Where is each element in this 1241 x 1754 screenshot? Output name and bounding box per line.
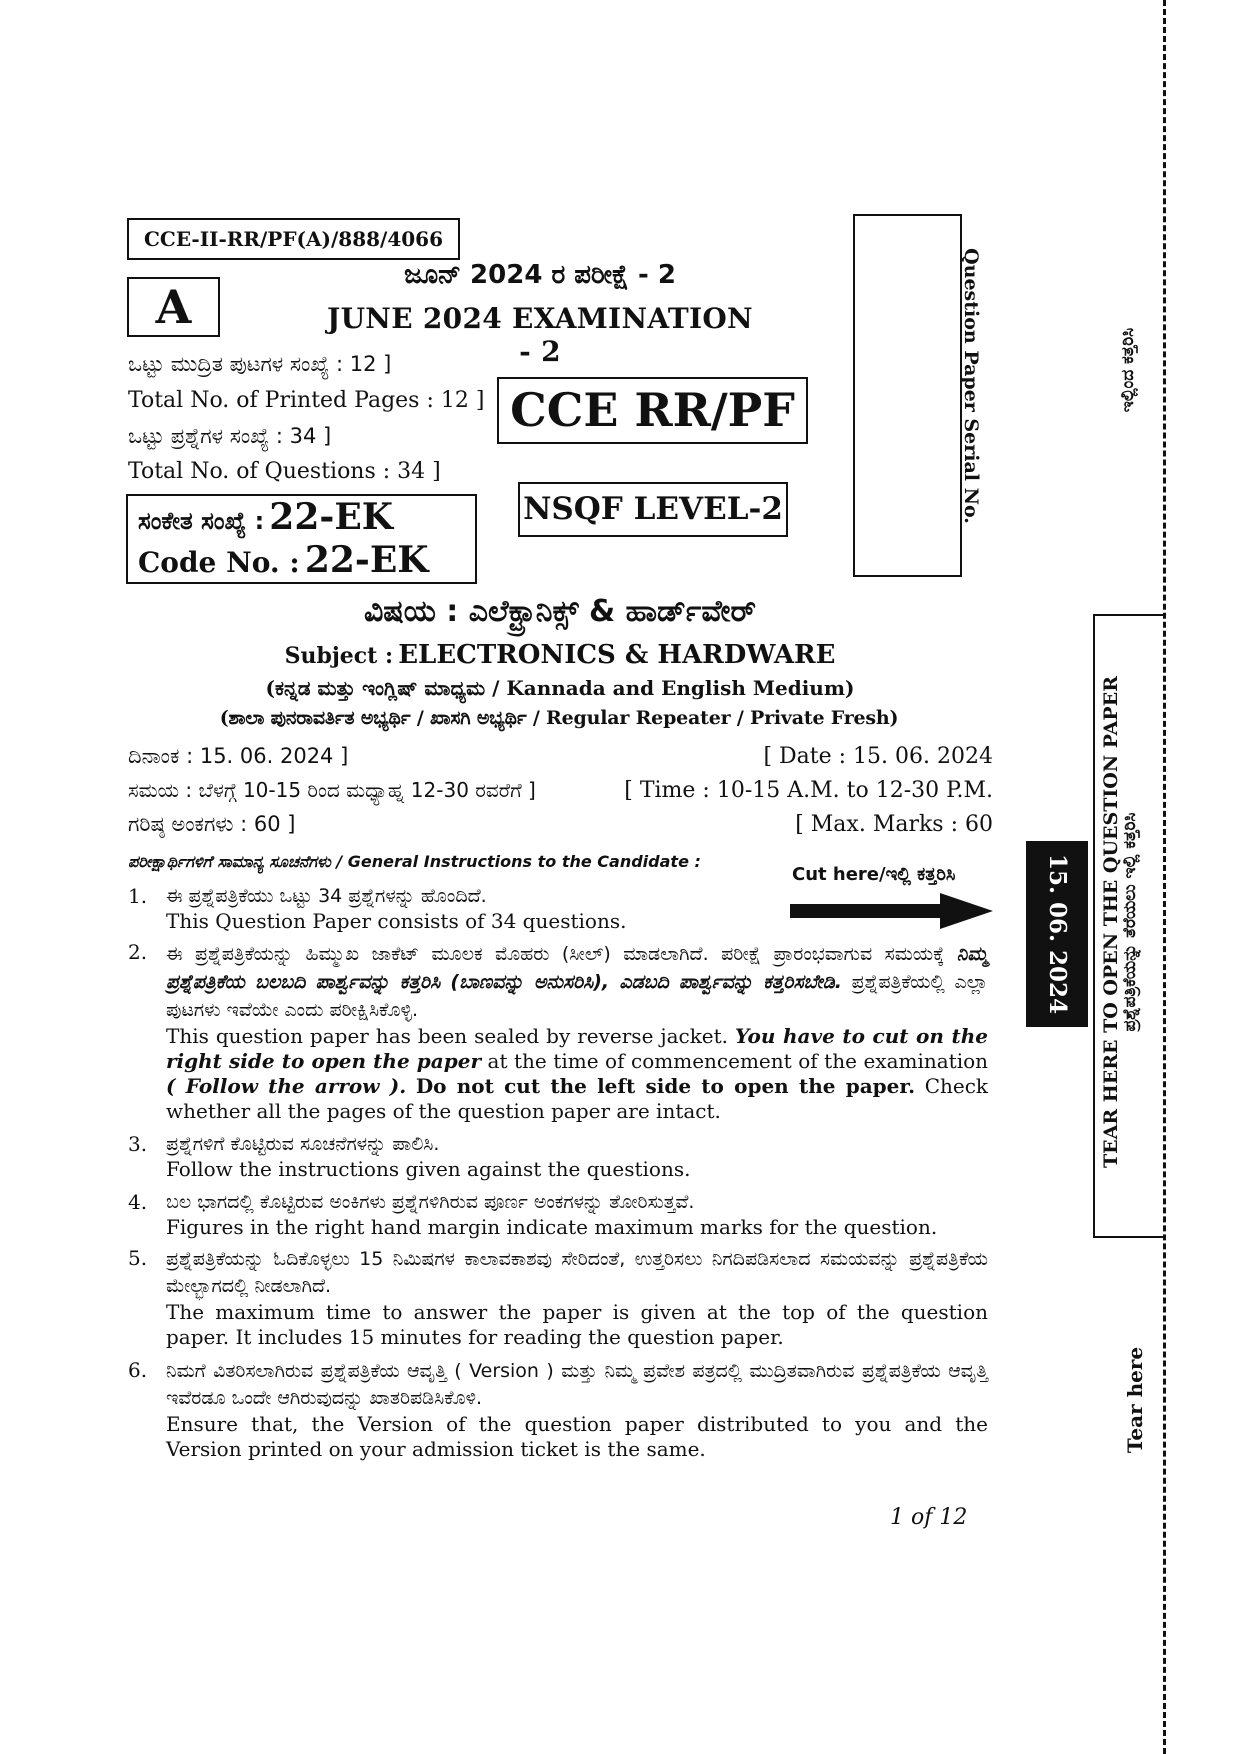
instruction-en-d: ( Follow the arrow ). xyxy=(166,1074,407,1098)
level-box xyxy=(518,482,788,537)
instruction-item xyxy=(128,1358,988,1462)
instruction-en-a: This question paper has been sealed by reverse jacket. xyxy=(166,1024,729,1048)
cut-here-label: Cut here/ಇಲ್ಲಿ ಕತ್ತರಿಸಿ xyxy=(792,864,956,885)
instruction-number: 6. xyxy=(128,1358,148,1382)
version-letter: A xyxy=(155,280,192,334)
subject-en xyxy=(230,640,890,670)
instruction-en-e: Do not cut the left side to open the paper. xyxy=(415,1074,916,1098)
time-en: [ Time : 10-15 A.M. to 12-30 P.M. xyxy=(624,778,993,803)
instruction-number: 1. xyxy=(128,884,148,908)
instruction-en-f: Check whether all the pages of the question paper are intact. xyxy=(166,1074,989,1123)
instruction-kn: ಈ ಪ್ರಶ್ನೆಪತ್ರಿಕೆಯನ್ನು ಹಿಮ್ಮುಖ ಜಾಕೆಟ್ ಮೂಲಕ ಮೊಹರು (ಸೀಲ್) ಮಾಡಲಾಗಿದೆ. ಪರೀಕ್ಷೆ ಪ್ರಾರಂಭವಾಗುವ ಸಮಯಕ್ಕೆ xyxy=(166,943,945,965)
marks-kn: ಗರಿಷ್ಠ ಅಂಕಗಳು : 60 ] xyxy=(128,812,296,836)
time-kn: ಸಮಯ : ಬೆಳಗ್ಗೆ 10-15 ರಿಂದ ಮಧ್ಯಾಹ್ನ 12-30 ರವರೆಗೆ ] xyxy=(128,778,536,802)
tear-instruction-en: TEAR HERE TO OPEN THE QUESTION PAPER xyxy=(1100,676,1122,1168)
code-number-box xyxy=(126,494,477,584)
date-tab-text: 15. 06. 2024 xyxy=(1044,853,1071,1015)
scheme-title: CCE RR/PF xyxy=(510,383,795,437)
instruction-en-b: You have to cut on the right side to open the paper xyxy=(166,1024,989,1073)
subject-value: ELECTRONICS & HARDWARE xyxy=(398,640,836,670)
date-en: [ Date : 15. 06. 2024 xyxy=(763,744,993,769)
paper-code-box xyxy=(127,218,460,260)
instruction-item xyxy=(128,884,988,934)
instruction-item xyxy=(128,940,988,1124)
serial-number-box xyxy=(853,214,962,577)
total-questions-en: Total No. of Questions : 34 ] xyxy=(128,459,441,484)
instruction-number: 2. xyxy=(128,940,148,964)
instruction-kn: ಪ್ರಶ್ನೆಪತ್ರಿಕೆಯನ್ನು ಓದಿಕೊಳ್ಳಲು 15 ನಿಮಿಷಗಳ ಕಾಲಾವಕಾಶವು ಸೇರಿದಂತೆ, ಉತ್ತರಿಸಲು ನಿಗದಿಪಡಿಸಲಾದ ಸಮಯವನ್ನು ಪ್ರಶ್ನೆಪತ್ರಿಕೆಯ ಮೇಲ್ಭಾಗದಲ್ಲಿ ನೀಡಲಾಗಿದೆ. xyxy=(166,1248,988,1297)
instruction-item xyxy=(128,1132,988,1182)
instruction-number: 3. xyxy=(128,1132,148,1156)
instruction-kn-tail: ಪ್ರಶ್ನೆಪತ್ರಿಕೆಯಲ್ಲಿ ಎಲ್ಲಾ ಪುಟಗಳು ಇವೆಯೇ ಎಂದು ಪರೀಕ್ಷಿಸಿಕೊಳ್ಳಿ. xyxy=(166,971,988,1021)
cut-here-top-kn: ಇಲ್ಲಿಂದ ಕತ್ತರಿಸಿ xyxy=(1118,327,1138,413)
instruction-number: 5. xyxy=(128,1246,148,1270)
instruction-kn: ನಿಮಗೆ ವಿತರಿಸಲಾಗಿರುವ ಪ್ರಶ್ನೆಪತ್ರಿಕೆಯ ಆವೃತ್ತಿ ( Version ) ಮತ್ತು ನಿಮ್ಮ ಪ್ರವೇಶ ಪತ್ರದಲ್ಲಿ ಮುದ್ರಿತವಾಗಿರುವ ಪ್ರಶ್ನೆಪತ್ರಿಕೆಯ ಆವೃತ್ತಿ ಇವೆರಡೂ ಒಂದೇ ಆಗಿರುವುದನ್ನು ಖಾತರಿಪಡಿಸಿಕೊಳಿ. xyxy=(166,1360,988,1409)
version-letter-box xyxy=(127,277,220,337)
instruction-kn: ಪ್ರಶ್ನೆಗಳಿಗೆ ಕೊಟ್ಟಿರುವ ಸೂಚನೆಗಳನ್ನು ಪಾಲಿಸಿ. xyxy=(166,1133,440,1155)
instruction-kn-bold: ನಿಮ್ಮ ಪ್ರಶ್ನೆಪತ್ರಿಕೆಯ ಬಲಬದಿ ಪಾರ್ಶ್ವವನ್ನು ಕತ್ತರಿಸಿ (ಬಾಣವನ್ನು ಅನುಸರಿಸಿ), ಎಡಬದಿ ಪಾರ್ಶ್ವವನ್ನು ಕತ್ತರಿಸಬೇಡಿ. xyxy=(166,943,989,993)
code-label-en: Code No. : xyxy=(138,546,300,579)
instruction-number: 4. xyxy=(128,1190,148,1214)
code-value-en: 22-EK xyxy=(304,539,429,581)
medium-line: (ಕನ್ನಡ ಮತ್ತು ಇಂಗ್ಲಿಷ್ ಮಾಧ್ಯಮ / Kannada and English Medium) xyxy=(265,676,855,700)
instruction-en: Ensure that, the Version of the question paper distributed to you and the Version printed on your admission ticket is the same. xyxy=(166,1412,988,1461)
page-number: 1 of 12 xyxy=(890,1505,968,1530)
serial-number-label: Question Paper Serial No. xyxy=(960,248,982,524)
date-kn: ದಿನಾಂಕ : 15. 06. 2024 ] xyxy=(128,744,349,768)
subject-kn: ವಿಷಯ : ಎಲೆಕ್ಟ್ರಾನಿಕ್ಸ್ & ಹಾರ್ಡ್‌ವೇರ್ xyxy=(363,594,757,629)
instruction-en-c: at the time of commencement of the examination xyxy=(487,1049,989,1073)
candidate-line: (ಶಾಲಾ ಪುನರಾವರ್ತಿತ ಅಭ್ಯರ್ಥಿ / ಖಾಸಗಿ ಅಭ್ಯರ್ಥಿ / Regular Repeater / Private Fresh) xyxy=(219,707,899,729)
exam-title-en: JUNE 2024 EXAMINATION - 2 xyxy=(327,302,753,368)
instruction-kn: ಈ ಪ್ರಶ್ನೆಪತ್ರಿಕೆಯು ಒಟ್ಟು 34 ಪ್ರಶ್ನೆಗಳನ್ನು ಹೊಂದಿದೆ. xyxy=(166,885,487,907)
printed-pages-kn: ಒಟ್ಟು ಮುದ್ರಿತ ಪುಟಗಳ ಸಂಖ್ಯೆ : 12 ] xyxy=(128,352,392,376)
instruction-en: The maximum time to answer the paper is given at the top of the question paper. It includes 15 minutes for reading the question paper. xyxy=(166,1300,988,1349)
instructions-heading: ಪರೀಕ್ಷಾರ್ಥಿಗಳಿಗೆ ಸಾಮಾನ್ಯ ಸೂಚನೆಗಳು / General Instructions to the Candidate : xyxy=(128,852,701,871)
level-title: NSQF LEVEL-2 xyxy=(523,491,783,527)
scheme-box xyxy=(497,377,808,444)
instruction-en: This Question Paper consists of 34 questions. xyxy=(166,909,627,933)
paper-code: CCE-II-RR/PF(A)/888/4066 xyxy=(143,227,443,251)
code-label-kn: ಸಂಕೇತ ಸಂಖ್ಯೆ : xyxy=(138,507,265,535)
tear-instruction-kn: ಪ್ರಶ್ನೆಪತ್ರಿಕೆಯನ್ನು ತೆರೆಯಲು ಇಲ್ಲಿ ಕತ್ತರಿಸಿ xyxy=(1120,812,1140,1032)
instruction-en: Figures in the right hand margin indicate maximum marks for the question. xyxy=(166,1215,938,1239)
instruction-item xyxy=(128,1246,988,1350)
subject-label: Subject : xyxy=(284,643,394,669)
tear-here-label: Tear here xyxy=(1123,1346,1147,1454)
total-questions-kn: ಒಟ್ಟು ಪ್ರಶ್ನೆಗಳ ಸಂಖ್ಯೆ : 34 ] xyxy=(128,424,332,448)
printed-pages-en: Total No. of Printed Pages : 12 ] xyxy=(128,388,485,413)
instruction-kn: ಬಲ ಭಾಗದಲ್ಲಿ ಕೊಟ್ಟಿರುವ ಅಂಕಿಗಳು ಪ್ರಶ್ನೆಗಳಿಗಿರುವ ಪೂರ್ಣ ಅಂಕಗಳನ್ನು ತೋರಿಸುತ್ತವೆ. xyxy=(166,1191,695,1213)
code-value-kn: 22-EK xyxy=(269,496,394,538)
instruction-item xyxy=(128,1190,988,1240)
instruction-en: Follow the instructions given against the questions. xyxy=(166,1157,691,1181)
marks-en: [ Max. Marks : 60 xyxy=(795,812,993,837)
exam-title-kn: ಜೂನ್ 2024 ರ ಪರೀಕ್ಷೆ - 2 xyxy=(404,260,676,290)
